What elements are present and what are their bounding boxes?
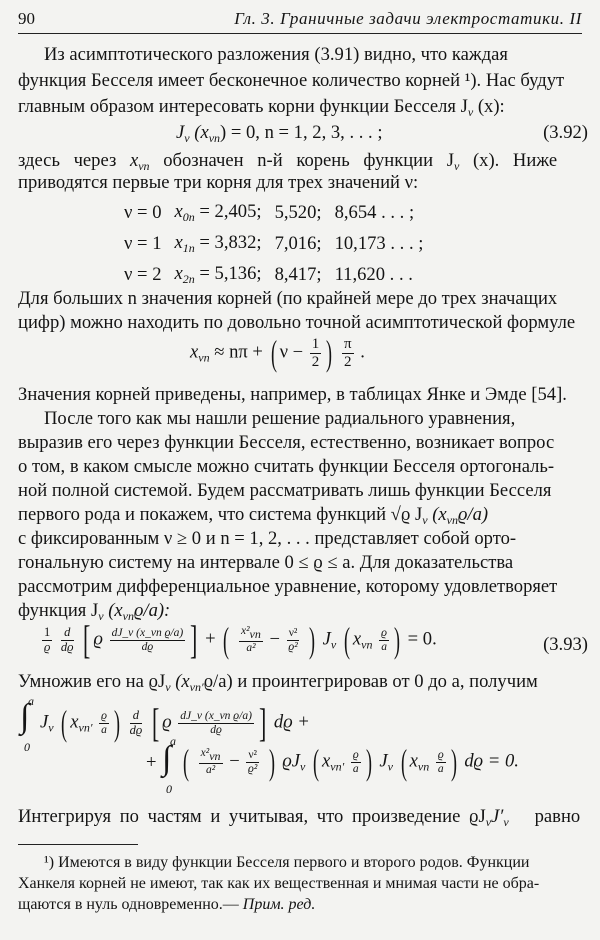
page-number: 90 [18, 9, 35, 28]
roots-row-0 [124, 197, 436, 228]
para5-line6: с фиксированным ν ≥ 0 и n = 1, 2, . . . представляет собой орто- [18, 528, 517, 549]
para6-line1: Умножив его на $ϱJ_\nu$ $(x_{\nu n'}ϱ/a)$ и проинтегрировав от 0 до a, получим [18, 671, 538, 694]
integral-lower-limit-2: 0 [166, 782, 172, 796]
footnote-line2: Ханкеля корней не имеют, так как их вещественная и мнимая части не обра- [18, 875, 540, 892]
para5-line5: первого рода и покажем, что система функций √ϱ $J_\nu$ $(x_{\nu n}ϱ/a)$ [18, 504, 489, 527]
fraction-pi-half: $\frac{\pi}{2}$ [343, 336, 352, 370]
header-rule [18, 33, 582, 34]
nu-value: ν = 0 [124, 201, 162, 223]
para7-line1: Интегрируя по частям и учитывая, что произведение $ϱJ_\nu J'_\nu$ равно [18, 806, 581, 829]
root-symbol: $x_{0n} = 2,405$; [174, 200, 262, 224]
roots-row-1 [124, 228, 436, 259]
para3-line2: цифр) можно находить по довольно точной асимптотической формуле [18, 312, 576, 333]
fraction-one-half: $\frac{1}{2}$ [311, 336, 320, 370]
root-symbol: $x_{1n} = 3,832$; [174, 231, 262, 255]
root-2: 5,520; [274, 201, 322, 223]
integral-equation-line1: $J_\nu$ ( $x_{\nu n'}$ $\frac{ϱ}{a}$ ) $\frac{d}{dϱ}$ [ ϱ $\frac{\text{dJ\_ν (x\_νn ϱ/a)}}{dϱ}$ ] dϱ + [40, 700, 310, 745]
para5-line1: После того как мы нашли решение радиального уравнения, [44, 408, 516, 429]
root-2: 8,417; [274, 263, 322, 285]
integral-upper-limit: a [28, 694, 34, 708]
equation-number-3-92: (3.92) [543, 122, 588, 143]
root-2: 7,016; [274, 232, 322, 254]
para3-line1: Для больших n значения корней (по крайней мере до трех значащих [18, 288, 558, 309]
roots-row-2 [124, 259, 436, 290]
running-title: Гл. 3. Граничные задачи электростатики. II [234, 9, 582, 28]
nu-value: ν = 1 [124, 232, 162, 254]
root-3: 10,173 . . . ; [334, 232, 424, 254]
footnote-rule [18, 844, 138, 845]
para1-line1: Из асимптотического разложения (3.91) видно, что каждая [44, 44, 508, 65]
para4: Значения корней приведены, например, в таблицах Янке и Эмде [54]. [18, 384, 567, 405]
equation-3-92: $J_\nu$ $(x_{\nu n}) = 0$, n = 1, 2, 3, . . . ; [176, 122, 383, 145]
equation-number-3-93: (3.93) [543, 634, 588, 655]
para2-line1: здесь через $x_{\nu n}$ обозначен n-й корень функции $J_\nu$ (x). Ниже [18, 150, 558, 173]
integral-sign-1: ∫ [20, 698, 30, 735]
asymptotic-formula: $x_{\nu n} \approx n\pi$ + ( ν − $\frac{1}{2}$ ) $\frac{\pi}{2}$ . [190, 333, 365, 373]
nu-value: ν = 2 [124, 263, 162, 285]
para5-line8: рассмотрим дифференциальное уравнение, которому удовлетворяет [18, 576, 558, 597]
integral-sign-2: ∫ [162, 740, 172, 777]
equation-3-93: $\frac{1}{ϱ}$ $\frac{d}{dϱ}$ [ ϱ $\frac{\text{dJ\_ν (x\_νn ϱ/a)}}{dϱ}$ ] + ( $\frac{\text{x²νn}}{\text{a²}}$ − $\frac{\text{ν²}}{\text{ϱ²}}$ ) $J_\nu$ ( $x_{\nu n}$ $\frac{ϱ}{a}$ ) = 0. [43, 617, 437, 662]
para5-line7: гональную систему на интервале 0 ≤ ϱ ≤ a. Для доказательства [18, 552, 514, 573]
integral-upper-limit-2: a [170, 734, 176, 748]
para2-line2: приводятся первые три корня для трех значений ν: [18, 172, 419, 193]
para1-line3: главным образом интересовать корни функции Бесселя $J_\nu$ (x): [18, 96, 505, 119]
bessel-roots-table [124, 197, 436, 290]
para5-line4: ной полной системой. Будем рассматривать лишь функции Бесселя [18, 480, 552, 501]
integral-plus: + [146, 752, 157, 773]
page-header [18, 9, 582, 31]
para5-line3: о том, в каком смысле можно считать функции Бесселя ортогональ- [18, 456, 555, 477]
para5-line2: выразив его через функции Бесселя, естественно, возникает вопрос [18, 432, 555, 453]
footnote-line1: ¹) Имеются в виду функции Бесселя первого и второго родов. Функции [44, 854, 530, 871]
integral-equation-line2: ( $\frac{\text{x²νn}}{\text{a²}}$ − $\frac{\text{ν²}}{\text{ϱ²}}$ ) $ϱJ_\nu$ ( $x_{\nu n'}$ $\frac{ϱ}{a}$ ) $J_\nu$ ( $x_{\nu n}$ $\frac{ϱ}{a}$ ) dϱ = 0. [183, 742, 519, 782]
footnote-line3: щаются в нуль одновременно.— Прим. ред. [18, 896, 316, 913]
para1-line2: функция Бесселя имеет бесконечное количество корней ¹). Нас будут [18, 70, 565, 91]
root-3: 8,654 . . . ; [334, 201, 415, 223]
integral-lower-limit: 0 [24, 740, 30, 754]
root-symbol: $x_{2n} = 5,136$; [174, 262, 262, 286]
root-3: 11,620 . . . [334, 263, 413, 285]
para5-line9: функция $J_\nu$ $(x_{\nu n}ϱ/a)$: [18, 600, 171, 623]
